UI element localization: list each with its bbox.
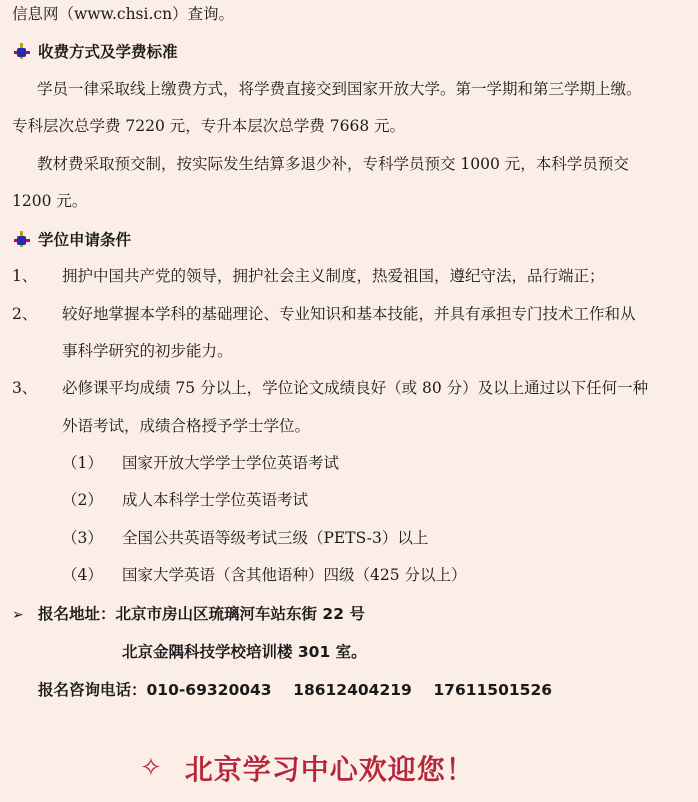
sparkle-diamond-icon: ✧ bbox=[140, 753, 163, 783]
list-item-number: 3、 bbox=[12, 379, 38, 397]
fees-heading-label: 收费方式及学费标准 bbox=[38, 43, 178, 61]
fees-paragraph-1-line-2: 专科层次总学费 7220 元，专升本层次总学费 7668 元。 bbox=[12, 117, 406, 135]
list-item-text: 必修课平均成绩 75 分以上，学位论文成绩良好（或 80 分）及以上通过以下任何一种 bbox=[62, 379, 649, 397]
four-point-star-bullet-icon bbox=[14, 231, 30, 247]
list-item-text: 事科学研究的初步能力。 bbox=[62, 342, 233, 360]
phone-label: 报名咨询电话： bbox=[38, 681, 147, 699]
sub-list-item-number: （1） bbox=[62, 454, 103, 472]
sub-list-item-number: （3） bbox=[62, 529, 103, 547]
welcome-text: 北京学习中心欢迎您！ bbox=[184, 753, 475, 786]
address-line-2: 北京金隅科技学校培训楼 301 室。 bbox=[122, 643, 367, 661]
list-item-text: 较好地掌握本学科的基础理论、专业知识和基本技能，并具有承担专门技术工作和从 bbox=[62, 305, 636, 323]
phone-numbers: 010-69320043 18612404219 17611501526 bbox=[146, 681, 553, 699]
address-row bbox=[12, 602, 365, 624]
sub-list-item-text: 国家开放大学学士学位英语考试 bbox=[122, 454, 340, 472]
list-item-number: 1、 bbox=[12, 267, 38, 285]
sub-list-item-number: （2） bbox=[62, 491, 103, 509]
fees-heading bbox=[14, 40, 178, 62]
address-line-1: 北京市房山区琉璃河车站东街 22 号 bbox=[115, 605, 365, 623]
address-label: 报名地址： bbox=[38, 605, 116, 623]
list-item-text: 外语考试，成绩合格授予学士学位。 bbox=[62, 417, 311, 435]
sub-list-item-text: 国家大学英语（含其他语种）四级（425 分以上） bbox=[122, 566, 467, 584]
degree-heading bbox=[14, 228, 131, 250]
sub-list-item-text: 成人本科学士学位英语考试 bbox=[122, 491, 309, 509]
welcome-banner bbox=[140, 748, 475, 788]
fees-paragraph-2-line-1: 教材费采取预交制，按实际发生结算多退少补，专科学员预交 1000 元，本科学员预交 bbox=[37, 155, 629, 173]
fees-paragraph-2-line-2: 1200 元。 bbox=[12, 192, 88, 210]
list-item-number: 2、 bbox=[12, 305, 38, 323]
phone-row bbox=[38, 678, 552, 700]
fees-paragraph-1-line-1: 学员一律采取线上缴费方式，将学费直接交到国家开放大学。第一学期和第三学期上缴。 bbox=[37, 80, 642, 98]
four-point-star-bullet-icon bbox=[14, 43, 30, 59]
degree-heading-label: 学位申请条件 bbox=[38, 231, 132, 249]
arrow-bullet-icon: ➢ bbox=[12, 607, 24, 623]
sub-list-item-text: 全国公共英语等级考试三级（PETS-3）以上 bbox=[122, 529, 429, 547]
list-item-text: 拥护中国共产党的领导，拥护社会主义制度，热爱祖国，遵纪守法，品行端正； bbox=[62, 267, 605, 285]
sub-list-item-number: （4） bbox=[62, 566, 103, 584]
intro-tail-text: 信息网（www.chsi.cn）查询。 bbox=[12, 5, 235, 23]
